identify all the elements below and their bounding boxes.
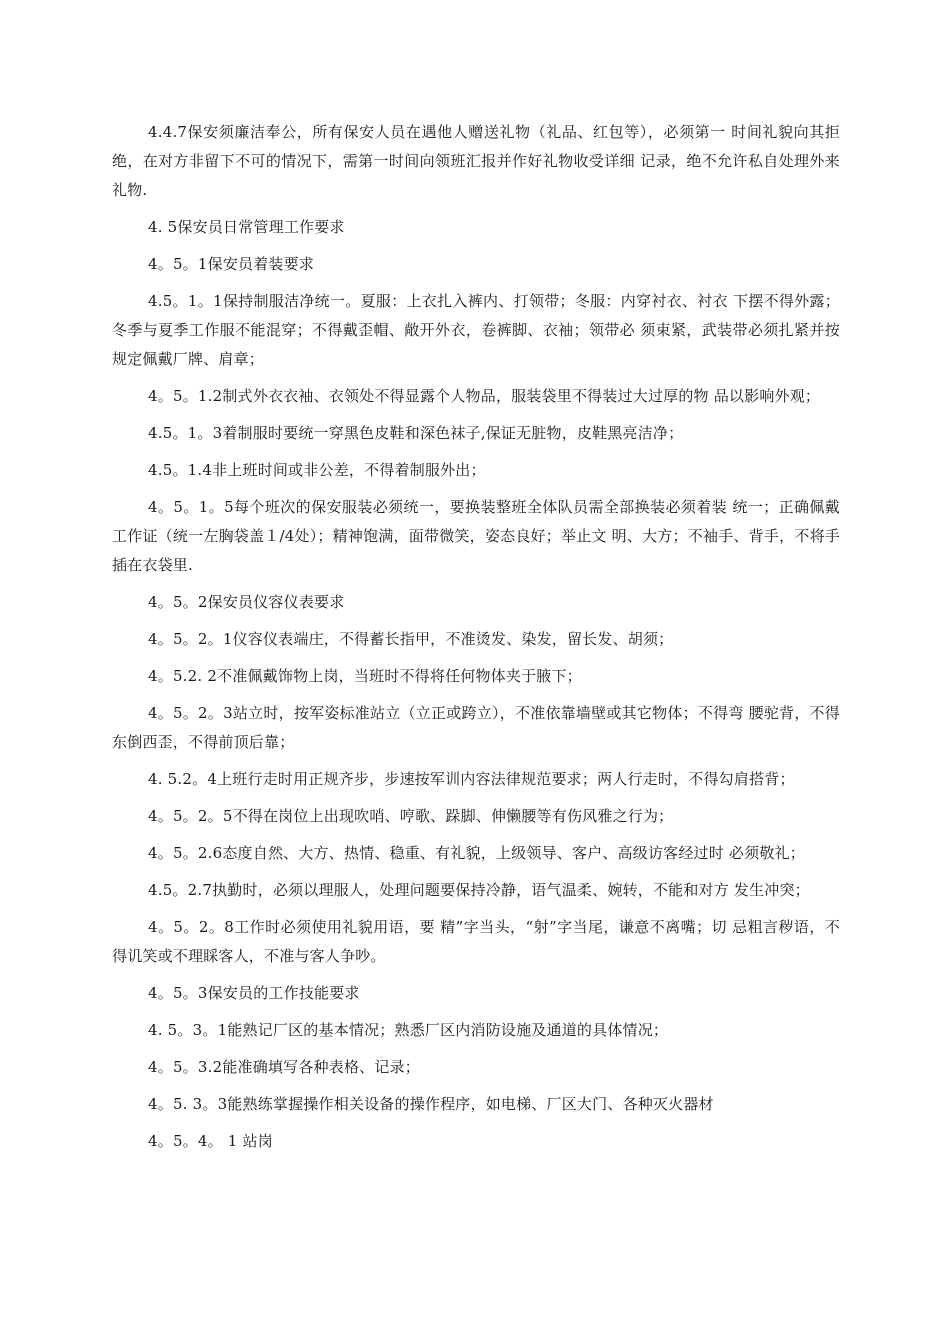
paragraph-4-5-2-7: 4.5。2.7执勤时，必须以理服人，处理问题要保持冷静，语气温柔、婉转，不能和对方 发生冲突；: [148, 881, 810, 899]
paragraph-4-5-1-3: 4.5。1。3着制服时要统一穿黑色皮鞋和深色袜子,保证无脏物，皮鞋黑亮洁净；: [148, 424, 684, 442]
paragraph-4-5-1-5: 4。5。1。5每个班次的保安服装必须统一，要换装整班全体队员需全部换装必须着装 统一；正确佩戴工作证（统一左胸袋盖１/4处）；精神饱满，面带微笑，姿态良好；举止文 明、大方；不袖手、背手，不将手插在衣袋里.: [112, 498, 840, 574]
heading-4-5-1: 4。5。1保安员着装要求: [148, 255, 315, 273]
heading-4-5-2: 4。5。2保安员仪容仪表要求: [148, 593, 345, 611]
paragraph-4-5-2-6: 4。5。2.6态度自然、大方、热情、稳重、有礼貌，上级领导、客户、高级访客经过时 必须敬礼；: [148, 844, 805, 862]
paragraph-4-5-4-1: 4。5。4。 1 站岗: [148, 1132, 273, 1150]
paragraph-4-5-1-1: 4.5。1。1保持制服洁净统一。夏服：上衣扎入裤内、打领带；冬服：内穿衬衣、衬衣 下摆不得外露；冬季与夏季工作服不能混穿；不得戴歪帽、敞开外衣，卷裤脚、衣袖；领带必 须束紧，武装带必须扎紧并按规定佩戴厂牌、肩章；: [112, 292, 840, 368]
paragraph-4-5-2-8: 4。5。2。8工作时必须使用礼貌用语，要 精”字当头，“射”字当尾，谦意不离嘴；切 忌粗言秽语，不得讥笑或不理睬客人，不准与客人争吵。: [112, 918, 840, 965]
paragraph-4-5-2-3: 4。5。2。3站立时，按军姿标准站立（立正或跨立），不准依靠墙壁或其它物体；不得弯 腰驼背，不得东倒西歪，不得前顶后靠；: [112, 704, 840, 751]
paragraph-4-5-3-1: 4. 5。3。1能熟记厂区的基本情况；熟悉厂区内消防设施及通道的具体情况；: [148, 1021, 669, 1039]
paragraph-4-5-3-2: 4。5。3.2能准确填写各种表格、记录；: [148, 1058, 420, 1076]
heading-4-5-3: 4。5。3保安员的工作技能要求: [148, 984, 360, 1002]
paragraph-4-5-2-1: 4。5。2。1仪容仪表端庄，不得蓄长指甲，不准烫发、染发，留长发、胡须；: [148, 630, 674, 648]
paragraph-4-5-2-2: 4。5.2. 2不准佩戴饰物上岗，当班时不得将任何物体夹于腋下；: [148, 667, 582, 685]
paragraph-4-5-2-4: 4. 5.2。4上班行走时用正规齐步，步速按军训内容法律规范要求；两人行走时，不得勾肩搭背；: [148, 770, 795, 788]
paragraph-4-5-3-3: 4。5. 3。3能熟练掌握操作相关设备的操作程序，如电梯、厂区大门、各种灭火器材: [148, 1095, 714, 1113]
paragraph-4-4-7: 4.4.7保安须廉洁奉公，所有保安人员在遇他人赠送礼物（礼品、红包等），必须第一 时间礼貌向其拒绝，在对方非留下不可的情况下，需第一时间向领班汇报并作好礼物收受详细 记录，绝不允许私自处理外来礼物.: [112, 123, 840, 199]
paragraph-4-5-1-2: 4。5。1.2制式外衣衣袖、衣领处不得显露个人物品，服装袋里不得装过大过厚的物 品以影响外观；: [148, 387, 821, 405]
paragraph-4-5-1-4: 4.5。1.4非上班时间或非公差，不得着制服外出；: [148, 461, 486, 479]
document-body: [112, 118, 840, 1164]
heading-4-5: 4. 5保安员日常管理工作要求: [148, 218, 345, 236]
paragraph-4-5-2-5: 4。5。2。5不得在岗位上出现吹哨、哼歌、跺脚、伸懒腰等有伤风雅之行为；: [148, 807, 674, 825]
